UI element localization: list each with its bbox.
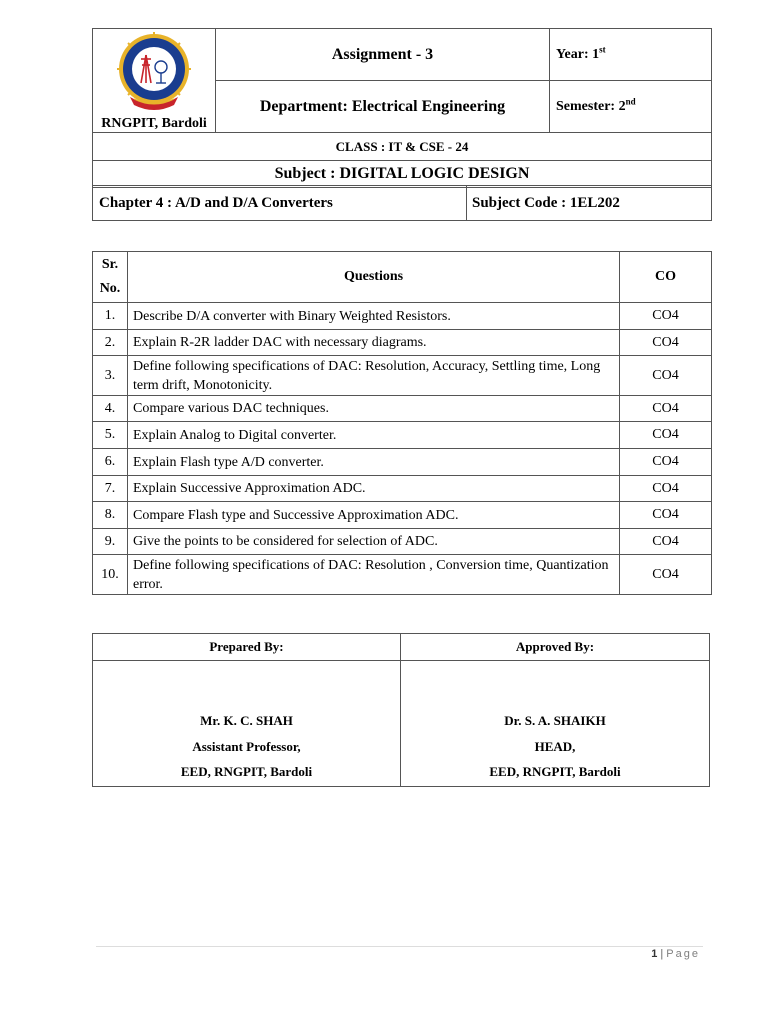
- institute-name: RNGPIT, Bardoli: [101, 116, 207, 131]
- sr-header-line2: No.: [99, 281, 121, 296]
- subject-title: Subject : DIGITAL LOGIC DESIGN: [93, 161, 712, 188]
- question-text: Define following specifications of DAC: Resolution, Accuracy, Settling time, Long term drift, Monotonicity.: [128, 356, 620, 396]
- course-outcome: CO4: [620, 555, 712, 595]
- course-outcome: CO4: [620, 303, 712, 330]
- question-number: 9.: [93, 529, 128, 555]
- question-text: Explain Successive Approximation ADC.: [128, 476, 620, 502]
- question-number: 5.: [93, 422, 128, 449]
- questions-table: [92, 251, 712, 595]
- question-text: Explain R-2R ladder DAC with necessary diagrams.: [128, 330, 620, 356]
- assignment-title: Assignment - 3: [216, 29, 550, 81]
- question-row: [93, 476, 712, 502]
- question-row: [93, 555, 712, 595]
- course-outcome: CO4: [620, 502, 712, 529]
- question-row: [93, 449, 712, 476]
- footer-separator: |: [660, 948, 664, 960]
- year-label: Year: 1: [556, 46, 600, 62]
- logo-cell: [93, 29, 216, 133]
- prepared-org: EED, RNGPIT, Bardoli: [180, 764, 313, 779]
- prepared-title: Assistant Professor,: [192, 738, 301, 754]
- question-number: 4.: [93, 396, 128, 422]
- subject-code: Subject Code : 1EL202: [467, 186, 712, 221]
- question-row: [93, 303, 712, 330]
- question-row: [93, 396, 712, 422]
- course-outcome: CO4: [620, 422, 712, 449]
- header-table: [92, 28, 712, 188]
- question-text: Describe D/A converter with Binary Weighted Resistors.: [128, 303, 620, 330]
- question-number: 1.: [93, 303, 128, 330]
- page-number: 1: [651, 948, 658, 960]
- approved-name: Dr. S. A. SHAIKH: [504, 713, 606, 728]
- chapter-table: [92, 185, 712, 221]
- course-outcome: CO4: [620, 330, 712, 356]
- question-row: [93, 356, 712, 396]
- question-row: [93, 502, 712, 529]
- question-row: [93, 422, 712, 449]
- sr-header-line1: Sr.: [101, 257, 119, 272]
- question-text: Explain Analog to Digital converter.: [128, 422, 620, 449]
- semester-suffix: nd: [625, 95, 636, 106]
- course-outcome: CO4: [620, 449, 712, 476]
- year-suffix: st: [599, 43, 606, 54]
- approved-org: EED, RNGPIT, Bardoli: [489, 764, 621, 779]
- question-number: 3.: [93, 356, 128, 396]
- signature-table: [92, 633, 710, 787]
- course-outcome: CO4: [620, 396, 712, 422]
- co-header: CO: [620, 252, 712, 303]
- page-word: Page: [666, 948, 700, 960]
- question-text: Compare Flash type and Successive Approximation ADC.: [128, 502, 620, 529]
- question-row: [93, 529, 712, 555]
- year-cell: [550, 29, 712, 81]
- question-text: Give the points to be considered for selection of ADC.: [128, 529, 620, 555]
- prepared-by-block: [93, 661, 401, 787]
- approved-by-block: [401, 661, 710, 787]
- department-title: Department: Electrical Engineering: [216, 81, 550, 133]
- class-label: CLASS : IT & CSE - 24: [93, 133, 712, 161]
- question-row: [93, 330, 712, 356]
- question-number: 10.: [93, 555, 128, 595]
- questions-body: [93, 303, 712, 595]
- sr-no-header: [93, 252, 128, 303]
- question-number: 6.: [93, 449, 128, 476]
- question-text: Compare various DAC techniques.: [128, 396, 620, 422]
- footer-divider: [96, 946, 703, 947]
- question-text: Explain Flash type A/D converter.: [128, 449, 620, 476]
- course-outcome: CO4: [620, 529, 712, 555]
- course-outcome: CO4: [620, 476, 712, 502]
- prepared-name: Mr. K. C. SHAH: [200, 713, 293, 728]
- question-number: 7.: [93, 476, 128, 502]
- course-outcome: CO4: [620, 356, 712, 396]
- semester-cell: [550, 81, 712, 133]
- approved-by-label: Approved By:: [401, 634, 710, 661]
- question-text: Define following specifications of DAC: Resolution , Conversion time, Quantization error.: [128, 555, 620, 595]
- prepared-by-label: Prepared By:: [93, 634, 401, 661]
- questions-header: Questions: [128, 252, 620, 303]
- chapter-title: Chapter 4 : A/D and D/A Converters: [93, 186, 467, 221]
- page-footer: [651, 948, 700, 960]
- semester-label: Semester: 2: [556, 98, 626, 114]
- question-number: 2.: [93, 330, 128, 356]
- approved-title: HEAD,: [534, 738, 576, 754]
- institute-logo-icon: [116, 31, 192, 115]
- question-number: 8.: [93, 502, 128, 529]
